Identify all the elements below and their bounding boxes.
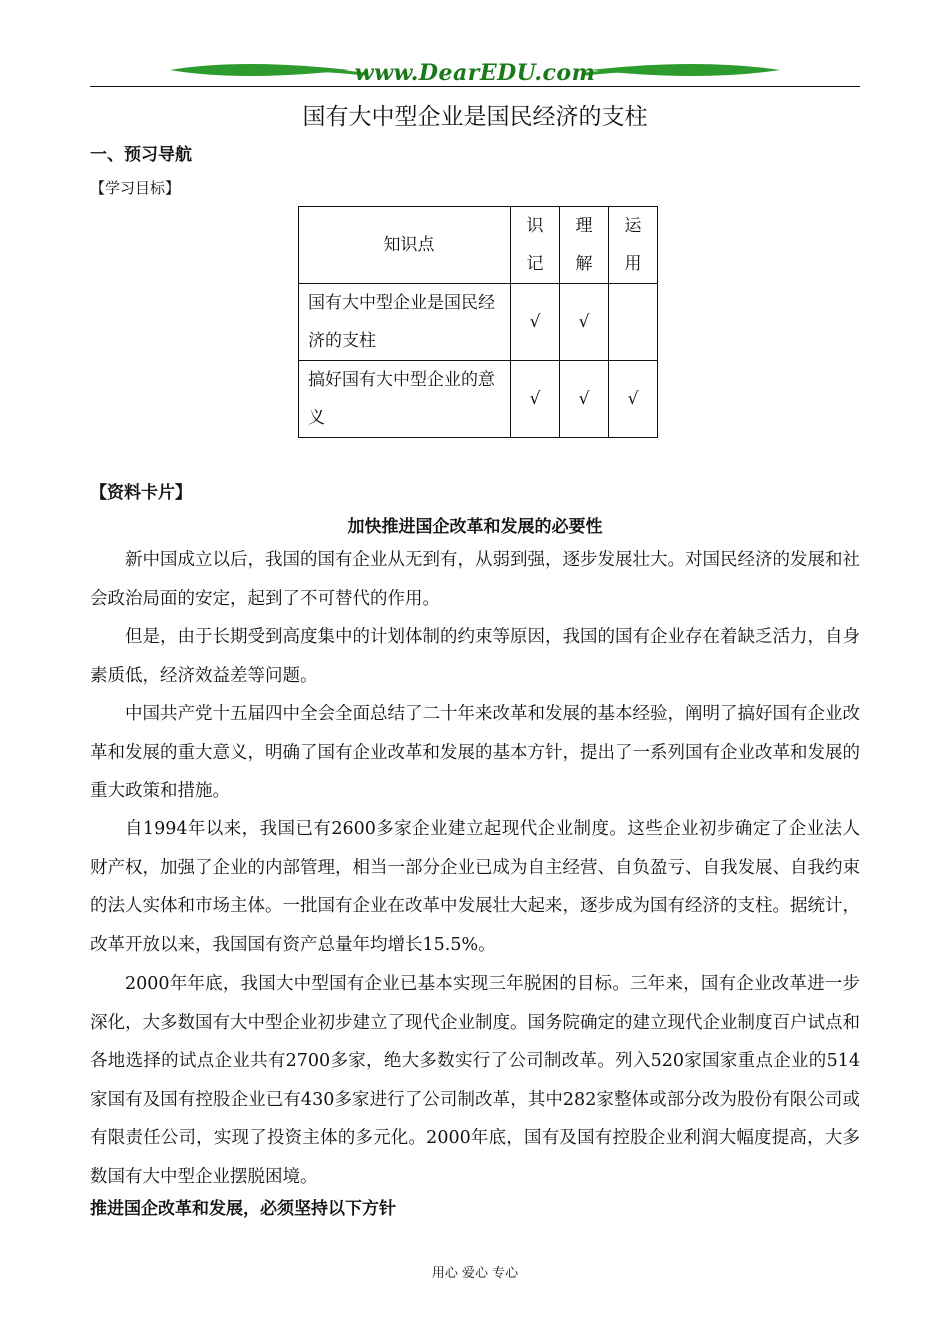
header-apply: 运 用 [609,207,658,284]
card-title: 加快推进国企改革和发展的必要性 [347,517,603,537]
header-recall: 识 记 [511,207,560,284]
site-header [90,56,860,92]
page-footer: 用心 爱心 专心 [431,1266,519,1281]
header-knowledge: 知识点 [299,207,511,284]
check-mark: √ [560,361,609,438]
paragraph: 2000年年底，我国大中型国有企业已基本实现三年脱困的目标。三年来，国有企业改革进一步深化，大多数国有大中型企业初步建立了现代企业制度。国务院确定的建立现代企业制度百户试点和各地选择的试点企业共有2700多家，绝大多数实行了公司制改革。列入520家国家重点企业的514家国有及国有控股企业已有430多家进行了公司制改革，其中282家整体或部分改为股份有限公司或有限责任公司，实现了投资主体的多元化。2000年底，国有及国有控股企业利润大幅度提高，大多数国有大中型企业摆脱困境。 [90,974,860,1187]
check-mark: √ [560,284,609,361]
goals-tag: 【学习目标】 [90,179,181,197]
paragraph: 但是，由于长期受到高度集中的计划体制的约束等原因，我国的国有企业存在着缺乏活力，自身素质低，经济效益差等问题。 [90,627,860,686]
paragraph: 自1994年以来，我国已有2600多家企业建立起现代企业制度。这些企业初步确定了企业法人财产权，加强了企业的内部管理，相当一部分企业已成为自主经营、自负盈亏、自我发展、自我约束的法人实体和市场主体。一批国有企业在改革中发展壮大起来，逐步成为国有经济的支柱。据统计，改革开放以来，我国国有资产总量年均增长15.5%。 [90,819,860,955]
policy-heading: 推进国企改革和发展，必须坚持以下方针 [90,1199,396,1219]
section-heading: 一、预习导航 [90,145,192,165]
paragraph: 中国共产党十五届四中全会全面总结了二十年来改革和发展的基本经验，阐明了搞好国有企业改革和发展的重大意义，明确了国有企业改革和发展的基本方针，提出了一系列国有企业改革和发展的重大政策和措施。 [90,704,860,801]
check-mark: √ [511,284,560,361]
knowledge-point: 国有大中型企业是国民经济的支柱 [299,284,511,361]
check-mark: √ [609,361,658,438]
table-header-row [299,207,658,284]
page-title: 国有大中型企业是国民经济的支柱 [302,104,648,130]
paragraph: 新中国成立以后，我国的国有企业从无到有，从弱到强，逐步发展壮大。对国民经济的发展和社会政治局面的安定，起到了不可替代的作用。 [90,550,860,609]
site-logo[interactable]: www.DearEDU.com [354,60,596,86]
header-understand: 理 解 [560,207,609,284]
header-divider [90,86,860,87]
knowledge-point: 搞好国有大中型企业的意义 [299,361,511,438]
check-mark: √ [511,361,560,438]
objectives-table [298,206,658,438]
card-tag: 【资料卡片】 [90,483,192,503]
table-row [299,284,658,361]
check-mark [609,284,658,361]
table-row [299,361,658,438]
